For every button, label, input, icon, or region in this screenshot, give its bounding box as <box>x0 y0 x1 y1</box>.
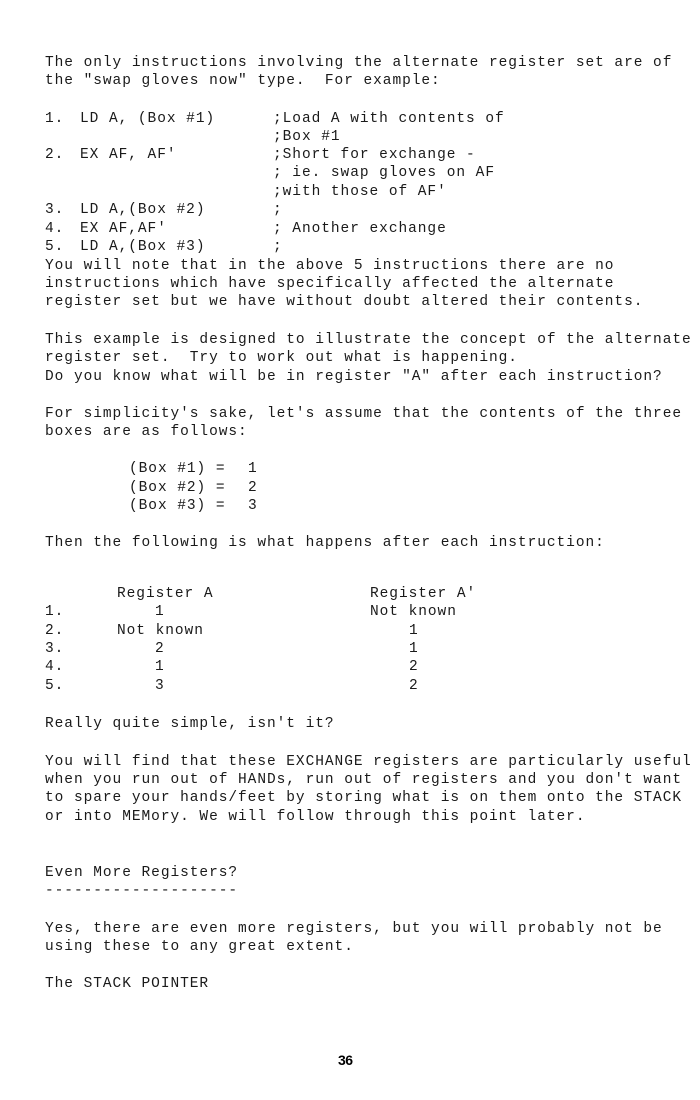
row-number: 4. <box>45 659 65 675</box>
subheading: The STACK POINTER <box>45 976 210 992</box>
line-number: 4. <box>45 221 65 237</box>
intro-line: The only instructions involving the alternate register set are of <box>45 55 673 71</box>
paragraph-line: to spare your hands/feet by storing what is on them onto the STACK <box>45 790 682 806</box>
row-number: 3. <box>45 641 65 657</box>
box-value: 1 <box>248 461 258 477</box>
register-a-value: Not known <box>117 623 204 639</box>
register-a2-value: Not known <box>370 604 457 620</box>
comment: ; ie. swap gloves on AF <box>273 165 495 181</box>
paragraph-line: Then the following is what happens after each instruction: <box>45 535 605 551</box>
line-number: 3. <box>45 202 65 218</box>
instruction: EX AF,AF' <box>80 221 167 237</box>
paragraph-line: register set. Try to work out what is happening. <box>45 350 518 366</box>
paragraph-line: Really quite simple, isn't it? <box>45 716 335 732</box>
paragraph-line: You will find that these EXCHANGE registers are particularly useful <box>45 754 692 770</box>
paragraph-line: Yes, there are even more registers, but you will probably not be <box>45 921 663 937</box>
register-a-value: 1 <box>155 604 165 620</box>
register-a-value: 3 <box>155 678 165 694</box>
paragraph-line: You will note that in the above 5 instructions there are no <box>45 258 615 274</box>
paragraph-line: instructions which have specifically affected the alternate <box>45 276 615 292</box>
paragraph-line: or into MEMory. We will follow through this point later. <box>45 809 586 825</box>
box-label: (Box #3) = <box>129 498 226 514</box>
box-label: (Box #2) = <box>129 480 226 496</box>
comment: ;Box #1 <box>273 129 341 145</box>
register-a2-value: 2 <box>409 659 419 675</box>
instruction: EX AF, AF' <box>80 147 177 163</box>
row-number: 2. <box>45 623 65 639</box>
comment: ; <box>273 239 283 255</box>
instruction: LD A,(Box #2) <box>80 202 206 218</box>
instruction: LD A, (Box #1) <box>80 111 216 127</box>
register-a-value: 2 <box>155 641 165 657</box>
register-a-value: 1 <box>155 659 165 675</box>
paragraph-line: This example is designed to illustrate the concept of the alternate <box>45 332 692 348</box>
column-header: Register A' <box>370 586 477 602</box>
line-number: 2. <box>45 147 65 163</box>
box-label: (Box #1) = <box>129 461 226 477</box>
line-number: 1. <box>45 111 65 127</box>
box-value: 2 <box>248 480 258 496</box>
column-header: Register A <box>117 586 214 602</box>
register-a2-value: 1 <box>409 641 419 657</box>
section-heading: Even More Registers? <box>45 865 239 881</box>
comment: ; Another exchange <box>273 221 447 237</box>
line-number: 5. <box>45 239 65 255</box>
paragraph-line: Do you know what will be in register "A" after each instruction? <box>45 369 663 385</box>
row-number: 1. <box>45 604 65 620</box>
comment: ;Short for exchange - <box>273 147 476 163</box>
heading-underline: -------------------- <box>45 883 239 899</box>
intro-line: the "swap gloves now" type. For example: <box>45 73 441 89</box>
paragraph-line: when you run out of HANDs, run out of registers and you don't want <box>45 772 682 788</box>
page-number: 36 <box>338 1052 353 1068</box>
paragraph-line: For simplicity's sake, let's assume that the contents of the three <box>45 406 682 422</box>
paragraph-line: boxes are as follows: <box>45 424 248 440</box>
comment: ;with those of AF' <box>273 184 447 200</box>
comment: ; <box>273 202 283 218</box>
paragraph-line: register set but we have without doubt altered their contents. <box>45 294 644 310</box>
box-value: 3 <box>248 498 258 514</box>
comment: ;Load A with contents of <box>273 111 505 127</box>
register-a2-value: 2 <box>409 678 419 694</box>
row-number: 5. <box>45 678 65 694</box>
register-a2-value: 1 <box>409 623 419 639</box>
instruction: LD A,(Box #3) <box>80 239 206 255</box>
paragraph-line: using these to any great extent. <box>45 939 354 955</box>
